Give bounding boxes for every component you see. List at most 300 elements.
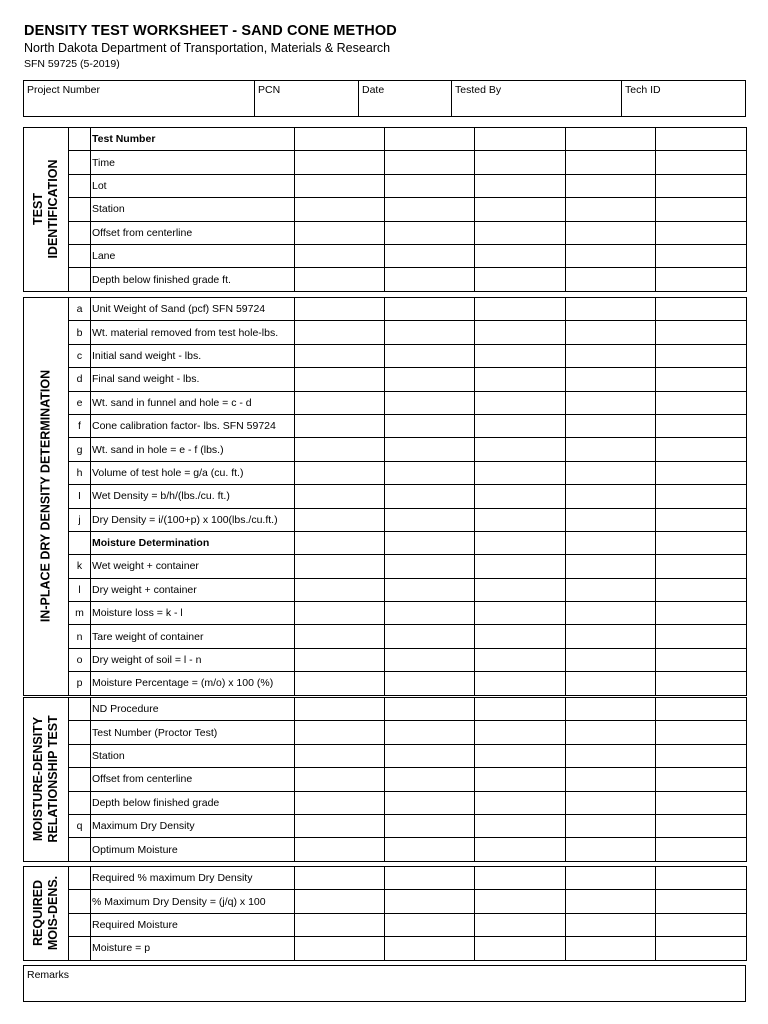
entry-cell[interactable] xyxy=(295,298,385,321)
row-letter xyxy=(69,198,91,221)
entry-cell[interactable] xyxy=(295,913,385,936)
entry-cell[interactable] xyxy=(475,368,566,391)
entry-cell[interactable] xyxy=(295,368,385,391)
row-letter xyxy=(69,791,91,814)
row-letter: d xyxy=(69,368,91,391)
row-letter xyxy=(69,721,91,744)
entry-cell[interactable] xyxy=(385,414,475,437)
entry-cell[interactable] xyxy=(385,344,475,367)
row-label: Lane xyxy=(91,244,295,267)
entry-cell[interactable] xyxy=(385,244,475,267)
entry-cell[interactable] xyxy=(295,625,385,648)
in-place-dry-density-table xyxy=(23,297,747,696)
section-title-line: MOISTURE-DENSITY xyxy=(31,717,45,842)
row-letter xyxy=(69,890,91,913)
row-label: Moisture loss = k - l xyxy=(91,602,295,625)
test-identification-table xyxy=(23,127,747,292)
entry-cell[interactable] xyxy=(656,198,747,221)
entry-cell[interactable] xyxy=(656,721,747,744)
entry-cell[interactable] xyxy=(566,198,656,221)
entry-cell[interactable] xyxy=(475,838,566,861)
entry-cell[interactable] xyxy=(385,368,475,391)
entry-cell[interactable] xyxy=(475,414,566,437)
entry-cell[interactable] xyxy=(475,321,566,344)
entry-cell[interactable] xyxy=(385,672,475,695)
row-label: Depth below finished grade ft. xyxy=(91,268,295,291)
entry-cell[interactable] xyxy=(475,625,566,648)
entry-cell[interactable] xyxy=(566,744,656,767)
entry-cell[interactable] xyxy=(475,555,566,578)
entry-cell[interactable] xyxy=(656,698,747,721)
entry-cell[interactable] xyxy=(385,913,475,936)
entry-cell[interactable] xyxy=(475,221,566,244)
entry-cell[interactable] xyxy=(656,890,747,913)
row-label: Test Number (Proctor Test) xyxy=(91,721,295,744)
row-label: Cone calibration factor- lbs. SFN 59724 xyxy=(91,414,295,437)
entry-cell[interactable] xyxy=(566,721,656,744)
remarks-box[interactable] xyxy=(23,965,746,1002)
entry-cell[interactable] xyxy=(475,744,566,767)
entry-cell[interactable] xyxy=(295,867,385,890)
entry-cell[interactable] xyxy=(295,890,385,913)
section-side-label xyxy=(24,867,69,961)
section-title xyxy=(39,370,54,622)
table-row xyxy=(24,268,747,291)
entry-cell[interactable] xyxy=(656,937,747,960)
entry-cell[interactable] xyxy=(566,890,656,913)
table-row xyxy=(24,937,747,960)
row-label: Station xyxy=(91,198,295,221)
entry-cell[interactable] xyxy=(656,368,747,391)
section-title-line: MOIS-DENS. xyxy=(46,876,60,951)
entry-cell[interactable] xyxy=(566,698,656,721)
row-letter: n xyxy=(69,625,91,648)
row-label: Moisture = p xyxy=(91,937,295,960)
entry-cell[interactable] xyxy=(475,672,566,695)
entry-cell[interactable] xyxy=(656,414,747,437)
table-row xyxy=(24,531,747,554)
section-title xyxy=(31,716,61,843)
entry-cell[interactable] xyxy=(385,698,475,721)
entry-cell[interactable] xyxy=(475,578,566,601)
entry-cell[interactable] xyxy=(385,531,475,554)
entry-cell[interactable] xyxy=(295,321,385,344)
entry-cell[interactable] xyxy=(566,174,656,197)
entry-cell[interactable] xyxy=(385,867,475,890)
tested-by-field[interactable] xyxy=(452,81,622,117)
table-row xyxy=(24,174,747,197)
table-row xyxy=(24,344,747,367)
row-letter xyxy=(69,698,91,721)
field-label: Tech ID xyxy=(625,84,661,96)
entry-cell[interactable] xyxy=(566,344,656,367)
row-letter: l xyxy=(69,578,91,601)
table-row xyxy=(24,890,747,913)
entry-cell[interactable] xyxy=(385,890,475,913)
page-subtitle: North Dakota Department of Transportation, Materials & Research xyxy=(24,41,391,55)
row-label: Time xyxy=(91,151,295,174)
entry-cell[interactable] xyxy=(295,531,385,554)
pcn-field[interactable] xyxy=(255,81,359,117)
entry-cell[interactable] xyxy=(475,648,566,671)
entry-cell[interactable] xyxy=(385,648,475,671)
entry-cell[interactable] xyxy=(385,937,475,960)
entry-cell[interactable] xyxy=(475,814,566,837)
section-title xyxy=(31,160,61,259)
entry-cell[interactable] xyxy=(295,791,385,814)
row-label: Initial sand weight - lbs. xyxy=(91,344,295,367)
row-label: Test Number xyxy=(91,128,295,151)
row-label: ND Procedure xyxy=(91,698,295,721)
row-letter xyxy=(69,937,91,960)
table-row xyxy=(24,721,747,744)
row-letter: q xyxy=(69,814,91,837)
entry-cell[interactable] xyxy=(385,578,475,601)
table-row xyxy=(24,414,747,437)
entry-cell[interactable] xyxy=(566,625,656,648)
entry-cell[interactable] xyxy=(475,531,566,554)
section-side-label xyxy=(24,128,69,292)
entry-cell[interactable] xyxy=(295,344,385,367)
entry-cell[interactable] xyxy=(566,244,656,267)
row-letter: h xyxy=(69,461,91,484)
row-label: Dry Density = i/(100+p) x 100(lbs./cu.ft.) xyxy=(91,508,295,531)
row-label: Wt. sand in hole = e - f (lbs.) xyxy=(91,438,295,461)
table-row xyxy=(24,555,747,578)
entry-cell[interactable] xyxy=(656,672,747,695)
entry-cell[interactable] xyxy=(295,555,385,578)
entry-cell[interactable] xyxy=(385,485,475,508)
entry-cell[interactable] xyxy=(385,151,475,174)
entry-cell[interactable] xyxy=(475,721,566,744)
entry-cell[interactable] xyxy=(566,391,656,414)
entry-cell[interactable] xyxy=(385,198,475,221)
row-letter xyxy=(69,768,91,791)
entry-cell[interactable] xyxy=(295,698,385,721)
entry-cell[interactable] xyxy=(385,461,475,484)
entry-cell[interactable] xyxy=(295,672,385,695)
entry-cell[interactable] xyxy=(475,867,566,890)
entry-cell[interactable] xyxy=(295,744,385,767)
entry-cell[interactable] xyxy=(385,508,475,531)
entry-cell[interactable] xyxy=(295,838,385,861)
table-row xyxy=(24,151,747,174)
row-letter: j xyxy=(69,508,91,531)
entry-cell[interactable] xyxy=(295,221,385,244)
table-row xyxy=(24,672,747,695)
entry-cell[interactable] xyxy=(475,485,566,508)
section-side-label xyxy=(24,698,69,862)
row-label: Depth below finished grade xyxy=(91,791,295,814)
entry-cell[interactable] xyxy=(566,531,656,554)
entry-cell[interactable] xyxy=(656,744,747,767)
entry-cell[interactable] xyxy=(475,602,566,625)
table-row xyxy=(24,768,747,791)
entry-cell[interactable] xyxy=(385,744,475,767)
row-label: Station xyxy=(91,744,295,767)
entry-cell[interactable] xyxy=(656,485,747,508)
entry-cell[interactable] xyxy=(656,221,747,244)
entry-cell[interactable] xyxy=(475,791,566,814)
page-title: DENSITY TEST WORKSHEET - SAND CONE METHOD xyxy=(24,23,397,39)
entry-cell[interactable] xyxy=(475,298,566,321)
table-row xyxy=(24,838,747,861)
section-title-line: IDENTIFICATION xyxy=(46,159,60,259)
row-letter xyxy=(69,838,91,861)
entry-cell[interactable] xyxy=(295,268,385,291)
table-row xyxy=(24,913,747,936)
entry-cell[interactable] xyxy=(566,414,656,437)
entry-cell[interactable] xyxy=(656,298,747,321)
row-letter xyxy=(69,244,91,267)
row-letter: f xyxy=(69,414,91,437)
entry-cell[interactable] xyxy=(566,937,656,960)
project-number-field[interactable] xyxy=(24,81,255,117)
entry-cell[interactable] xyxy=(566,913,656,936)
entry-cell[interactable] xyxy=(385,602,475,625)
entry-cell[interactable] xyxy=(475,698,566,721)
table-row xyxy=(24,244,747,267)
entry-cell[interactable] xyxy=(566,838,656,861)
row-label: Wet Density = b/h/(lbs./cu. ft.) xyxy=(91,485,295,508)
entry-cell[interactable] xyxy=(566,221,656,244)
row-letter: c xyxy=(69,344,91,367)
entry-cell[interactable] xyxy=(566,578,656,601)
entry-cell[interactable] xyxy=(475,438,566,461)
row-label: Offset from centerline xyxy=(91,768,295,791)
entry-cell[interactable] xyxy=(295,768,385,791)
row-letter xyxy=(69,531,91,554)
entry-cell[interactable] xyxy=(475,128,566,151)
entry-cell[interactable] xyxy=(295,244,385,267)
entry-cell[interactable] xyxy=(566,485,656,508)
table-row xyxy=(24,648,747,671)
row-label: Moisture Percentage = (m/o) x 100 (%) xyxy=(91,672,295,695)
entry-cell[interactable] xyxy=(295,602,385,625)
tech-id-field[interactable] xyxy=(622,81,746,117)
entry-cell[interactable] xyxy=(656,814,747,837)
table-row xyxy=(24,698,747,721)
entry-cell[interactable] xyxy=(566,368,656,391)
entry-cell[interactable] xyxy=(385,298,475,321)
entry-cell[interactable] xyxy=(656,151,747,174)
entry-cell[interactable] xyxy=(385,555,475,578)
remarks-label: Remarks xyxy=(27,969,70,981)
entry-cell[interactable] xyxy=(566,867,656,890)
entry-cell[interactable] xyxy=(385,128,475,151)
entry-cell[interactable] xyxy=(656,508,747,531)
entry-cell[interactable] xyxy=(295,937,385,960)
entry-cell[interactable] xyxy=(656,391,747,414)
row-label: Offset from centerline xyxy=(91,221,295,244)
entry-cell[interactable] xyxy=(656,531,747,554)
entry-cell[interactable] xyxy=(295,485,385,508)
entry-cell[interactable] xyxy=(475,508,566,531)
entry-cell[interactable] xyxy=(385,791,475,814)
table-row xyxy=(24,391,747,414)
entry-cell[interactable] xyxy=(566,298,656,321)
entry-cell[interactable] xyxy=(385,838,475,861)
moisture-density-relationship-table xyxy=(23,697,747,862)
entry-cell[interactable] xyxy=(566,672,656,695)
row-letter: I xyxy=(69,485,91,508)
section-title-line: IN-PLACE DRY DENSITY DETERMINATION xyxy=(38,370,53,623)
row-label: Required % maximum Dry Density xyxy=(91,867,295,890)
entry-cell[interactable] xyxy=(566,268,656,291)
entry-cell[interactable] xyxy=(385,814,475,837)
row-letter xyxy=(69,867,91,890)
table-row xyxy=(24,578,747,601)
entry-cell[interactable] xyxy=(295,461,385,484)
row-letter: b xyxy=(69,321,91,344)
entry-cell[interactable] xyxy=(295,438,385,461)
table-row xyxy=(24,128,747,151)
entry-cell[interactable] xyxy=(566,814,656,837)
entry-cell[interactable] xyxy=(656,913,747,936)
date-field[interactable] xyxy=(359,81,452,117)
entry-cell[interactable] xyxy=(475,344,566,367)
row-label: Moisture Determination xyxy=(91,531,295,554)
entry-cell[interactable] xyxy=(566,321,656,344)
row-label: Dry weight + container xyxy=(91,578,295,601)
entry-cell[interactable] xyxy=(385,268,475,291)
field-label: Tested By xyxy=(455,84,502,96)
row-label: Lot xyxy=(91,174,295,197)
row-letter xyxy=(69,128,91,151)
row-label: % Maximum Dry Density = (j/q) x 100 xyxy=(91,890,295,913)
entry-cell[interactable] xyxy=(656,625,747,648)
table-row xyxy=(24,485,747,508)
table-row xyxy=(24,867,747,890)
entry-cell[interactable] xyxy=(475,174,566,197)
entry-cell[interactable] xyxy=(475,268,566,291)
entry-cell[interactable] xyxy=(385,391,475,414)
entry-cell[interactable] xyxy=(385,768,475,791)
entry-cell[interactable] xyxy=(656,321,747,344)
entry-cell[interactable] xyxy=(475,391,566,414)
entry-cell[interactable] xyxy=(385,321,475,344)
entry-cell[interactable] xyxy=(656,578,747,601)
entry-cell[interactable] xyxy=(656,344,747,367)
entry-cell[interactable] xyxy=(656,768,747,791)
entry-cell[interactable] xyxy=(295,414,385,437)
table-row xyxy=(24,791,747,814)
entry-cell[interactable] xyxy=(295,174,385,197)
table-row xyxy=(24,625,747,648)
entry-cell[interactable] xyxy=(475,890,566,913)
entry-cell[interactable] xyxy=(566,648,656,671)
entry-cell[interactable] xyxy=(295,721,385,744)
entry-cell[interactable] xyxy=(566,438,656,461)
entry-cell[interactable] xyxy=(566,508,656,531)
row-label: Wt. material removed from test hole-lbs. xyxy=(91,321,295,344)
entry-cell[interactable] xyxy=(475,937,566,960)
entry-cell[interactable] xyxy=(566,791,656,814)
entry-cell[interactable] xyxy=(656,555,747,578)
entry-cell[interactable] xyxy=(385,438,475,461)
row-letter xyxy=(69,744,91,767)
row-letter: e xyxy=(69,391,91,414)
entry-cell[interactable] xyxy=(656,791,747,814)
entry-cell[interactable] xyxy=(385,221,475,244)
row-label: Optimum Moisture xyxy=(91,838,295,861)
required-mois-dens-table xyxy=(23,866,747,961)
section-title xyxy=(31,876,61,950)
entry-cell[interactable] xyxy=(656,602,747,625)
entry-cell[interactable] xyxy=(656,648,747,671)
row-label: Dry weight of soil = l - n xyxy=(91,648,295,671)
row-letter xyxy=(69,913,91,936)
entry-cell[interactable] xyxy=(566,555,656,578)
row-label: Unit Weight of Sand (pcf) SFN 59724 xyxy=(91,298,295,321)
entry-cell[interactable] xyxy=(385,721,475,744)
entry-cell[interactable] xyxy=(295,198,385,221)
entry-cell[interactable] xyxy=(656,128,747,151)
entry-cell[interactable] xyxy=(475,768,566,791)
entry-cell[interactable] xyxy=(295,578,385,601)
entry-cell[interactable] xyxy=(566,128,656,151)
entry-cell[interactable] xyxy=(566,151,656,174)
entry-cell[interactable] xyxy=(566,602,656,625)
entry-cell[interactable] xyxy=(656,438,747,461)
entry-cell[interactable] xyxy=(656,461,747,484)
row-label: Wt. sand in funnel and hole = c - d xyxy=(91,391,295,414)
section-title-line: TEST xyxy=(31,193,45,226)
row-label: Maximum Dry Density xyxy=(91,814,295,837)
entry-cell[interactable] xyxy=(656,174,747,197)
table-row xyxy=(24,321,747,344)
entry-cell[interactable] xyxy=(295,508,385,531)
entry-cell[interactable] xyxy=(475,461,566,484)
entry-cell[interactable] xyxy=(566,768,656,791)
entry-cell[interactable] xyxy=(295,151,385,174)
table-row xyxy=(24,814,747,837)
row-letter: p xyxy=(69,672,91,695)
entry-cell[interactable] xyxy=(295,648,385,671)
entry-cell[interactable] xyxy=(295,391,385,414)
entry-cell[interactable] xyxy=(656,867,747,890)
row-letter: a xyxy=(69,298,91,321)
section-title-line: REQUIRED xyxy=(31,880,45,947)
row-letter xyxy=(69,174,91,197)
row-letter xyxy=(69,151,91,174)
table-row xyxy=(24,438,747,461)
entry-cell[interactable] xyxy=(475,913,566,936)
row-label: Volume of test hole = g/a (cu. ft.) xyxy=(91,461,295,484)
section-title-line: RELATIONSHIP TEST xyxy=(46,715,60,844)
entry-cell[interactable] xyxy=(295,814,385,837)
entry-cell[interactable] xyxy=(385,625,475,648)
entry-cell[interactable] xyxy=(566,461,656,484)
entry-cell[interactable] xyxy=(475,244,566,267)
row-letter: g xyxy=(69,438,91,461)
entry-cell[interactable] xyxy=(385,174,475,197)
field-label: Date xyxy=(362,84,385,96)
row-letter: o xyxy=(69,648,91,671)
entry-cell[interactable] xyxy=(295,128,385,151)
row-label: Final sand weight - lbs. xyxy=(91,368,295,391)
form-number: SFN 59725 (5-2019) xyxy=(24,58,120,70)
table-row xyxy=(24,221,747,244)
project-info-table xyxy=(23,80,746,117)
entry-cell[interactable] xyxy=(656,268,747,291)
row-letter: k xyxy=(69,555,91,578)
entry-cell[interactable] xyxy=(656,244,747,267)
table-row xyxy=(24,461,747,484)
entry-cell[interactable] xyxy=(656,838,747,861)
entry-cell[interactable] xyxy=(475,151,566,174)
entry-cell[interactable] xyxy=(475,198,566,221)
